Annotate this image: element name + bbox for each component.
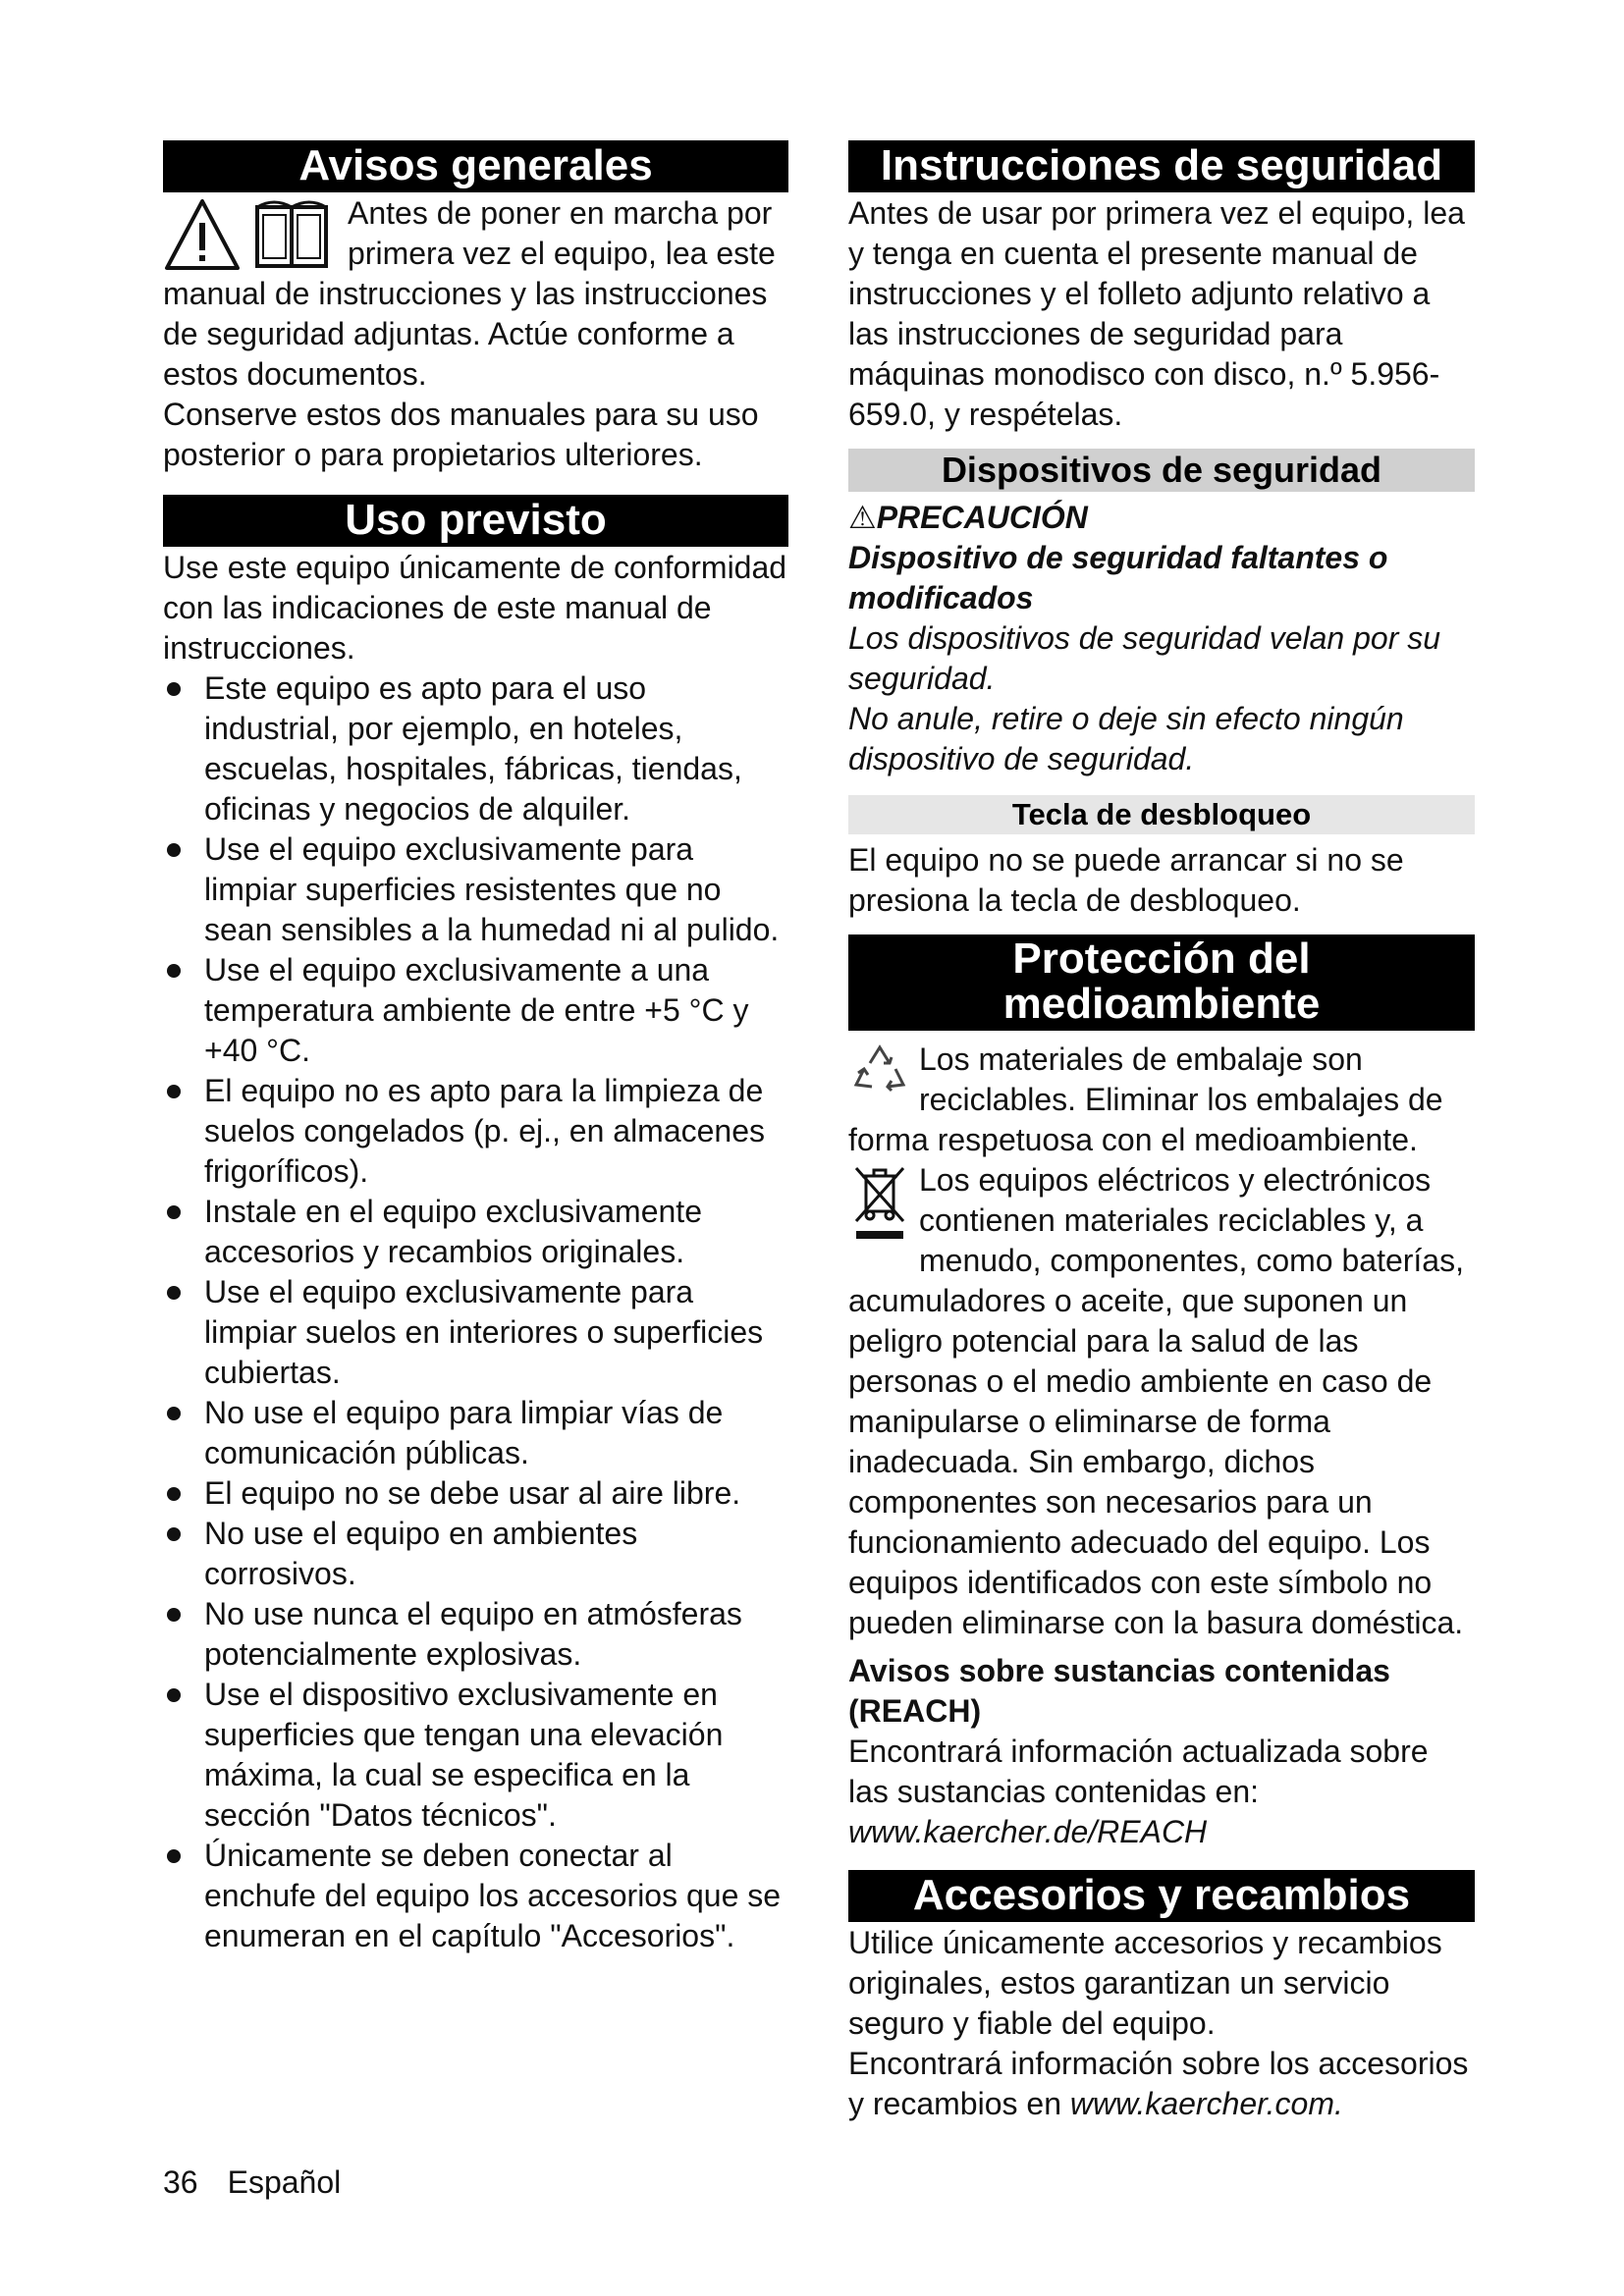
list-item: El equipo no se debe usar al aire libre. xyxy=(163,1473,788,1514)
intended-use-list xyxy=(163,668,788,1956)
environment-heading: Protección del medioambiente xyxy=(848,934,1475,1031)
intended-use-intro: Use este equipo únicamente de conformidad con las indicaciones de este manual de instrucciones. xyxy=(163,550,787,666)
read-manual-icon xyxy=(257,202,326,266)
bullet-icon xyxy=(167,1286,181,1300)
list-item: Use el equipo exclusivamente para limpiar superficies resistentes que no sean sensibles a la humedad ni al pulido. xyxy=(163,829,788,950)
bullet-icon xyxy=(167,1407,181,1420)
left-column xyxy=(163,140,788,1956)
bullet-icon xyxy=(167,1527,181,1541)
safety-heading: Instrucciones de seguridad xyxy=(848,140,1475,192)
unlock-key-heading: Tecla de desbloqueo xyxy=(848,795,1475,834)
reach-heading: Avisos sobre sustancias contenidas (REACH) xyxy=(848,1653,1390,1729)
bullet-icon xyxy=(167,682,181,696)
bullet-icon xyxy=(167,843,181,857)
bullet-icon xyxy=(167,1205,181,1219)
right-column xyxy=(848,140,1475,2124)
list-item: No use el equipo para limpiar vías de comunicación públicas. xyxy=(163,1393,788,1473)
bullet-icon xyxy=(167,1849,181,1863)
list-item: Instale en el equipo exclusivamente accesorios y recambios originales. xyxy=(163,1192,788,1272)
caution-label: ⚠PRECAUCIÓN xyxy=(848,500,1088,535)
reach-link[interactable]: www.kaercher.de/REACH xyxy=(848,1814,1208,1849)
general-keep: Conserve estos dos manuales para su uso posterior o para propietarios ulteriores. xyxy=(163,397,759,472)
safety-devices-heading: Dispositivos de seguridad xyxy=(848,449,1475,492)
list-item: Use el dispositivo exclusivamente en superficies que tengan una elevación máxima, la cual se especifica en la sección "Datos técnicos". xyxy=(163,1675,788,1836)
bullet-icon xyxy=(167,1085,181,1098)
warning-triangle-icon xyxy=(167,201,238,268)
list-item: El equipo no es apto para la limpieza de suelos congelados (p. ej., en almacenes frigoríficos). xyxy=(163,1071,788,1192)
warning-and-manual-icons xyxy=(163,193,338,274)
list-item: Use el equipo exclusivamente a una temperatura ambiente de entre +5 °C y +40 °C. xyxy=(163,950,788,1071)
bullet-icon xyxy=(167,1487,181,1501)
general-notes-heading: Avisos generales xyxy=(163,140,788,192)
page-number: 36 xyxy=(163,2164,198,2200)
weee-bin-icon xyxy=(848,1160,911,1247)
safety-text: Antes de usar por primera vez el equipo, lea y tenga en cuenta el presente manual de instrucciones y el folleto adjunto relativo a las instrucciones de seguridad para máquinas monodisco con disco, n.º 5.956-659.0, y respételas. xyxy=(848,195,1465,432)
list-item: Este equipo es apto para el uso industrial, por ejemplo, en hoteles, escuelas, hospitales, fábricas, tiendas, oficinas y negocios de alquiler. xyxy=(163,668,788,829)
general-intro: Antes de poner en marcha por primera vez el equipo, lea este manual de instrucciones y las instrucciones de seguridad adjuntas. Actúe conforme a estos documentos. xyxy=(163,195,776,392)
caution-line-1: Los dispositivos de seguridad velan por su seguridad. xyxy=(848,620,1441,696)
packaging-text: Los materiales de embalaje son reciclables. Eliminar los embalajes de forma respetuosa con el medioambiente. xyxy=(848,1041,1443,1157)
weee-text: Los equipos eléctricos y electrónicos contienen materiales reciclables y, a menudo, componentes, como baterías, acumuladores o aceite, que suponen un peligro potencial para la salud de las personas o el medio ambiente en caso de manipularse o eliminarse de forma inadecuada. Sin embargo, dichos componentes son necesarios para un funcionamiento adecuado del equipo. Los equipos identificados con este símbolo no pueden eliminarse con la basura doméstica. xyxy=(848,1162,1464,1640)
page-footer xyxy=(163,2163,341,2203)
unlock-key-text: El equipo no se puede arrancar si no se presiona la tecla de desbloqueo. xyxy=(848,842,1404,918)
caution-subtitle: Dispositivo de seguridad faltantes o modificados xyxy=(848,540,1388,615)
footer-language: Español xyxy=(227,2164,342,2200)
accessories-link[interactable]: www.kaercher.com. xyxy=(1069,2086,1343,2121)
accessories-heading: Accesorios y recambios xyxy=(848,1870,1475,1922)
list-item: Únicamente se deben conectar al enchufe del equipo los accesorios que se enumeran en el capítulo "Accesorios". xyxy=(163,1836,788,1956)
accessories-text-2: Encontrará información sobre los accesorios y recambios en www.kaercher.com. xyxy=(848,2046,1469,2121)
caution-triangle-icon: ⚠ xyxy=(848,500,877,535)
list-item: No use el equipo en ambientes corrosivos. xyxy=(163,1514,788,1594)
recycling-icon xyxy=(848,1040,911,1098)
caution-line-2: No anule, retire o deje sin efecto ningún dispositivo de seguridad. xyxy=(848,701,1404,776)
bullet-icon xyxy=(167,964,181,978)
list-item: No use nunca el equipo en atmósferas potencialmente explosivas. xyxy=(163,1594,788,1675)
intended-use-heading: Uso previsto xyxy=(163,495,788,547)
list-item: Use el equipo exclusivamente para limpiar suelos en interiores o superficies cubiertas. xyxy=(163,1272,788,1393)
reach-text: Encontrará información actualizada sobre las sustancias contenidas en: www.kaercher.de/REACH xyxy=(848,1734,1429,1849)
bullet-icon xyxy=(167,1688,181,1702)
accessories-text-1: Utilice únicamente accesorios y recambios originales, estos garantizan un servicio seguro y fiable del equipo. xyxy=(848,1925,1442,2041)
bullet-icon xyxy=(167,1608,181,1622)
